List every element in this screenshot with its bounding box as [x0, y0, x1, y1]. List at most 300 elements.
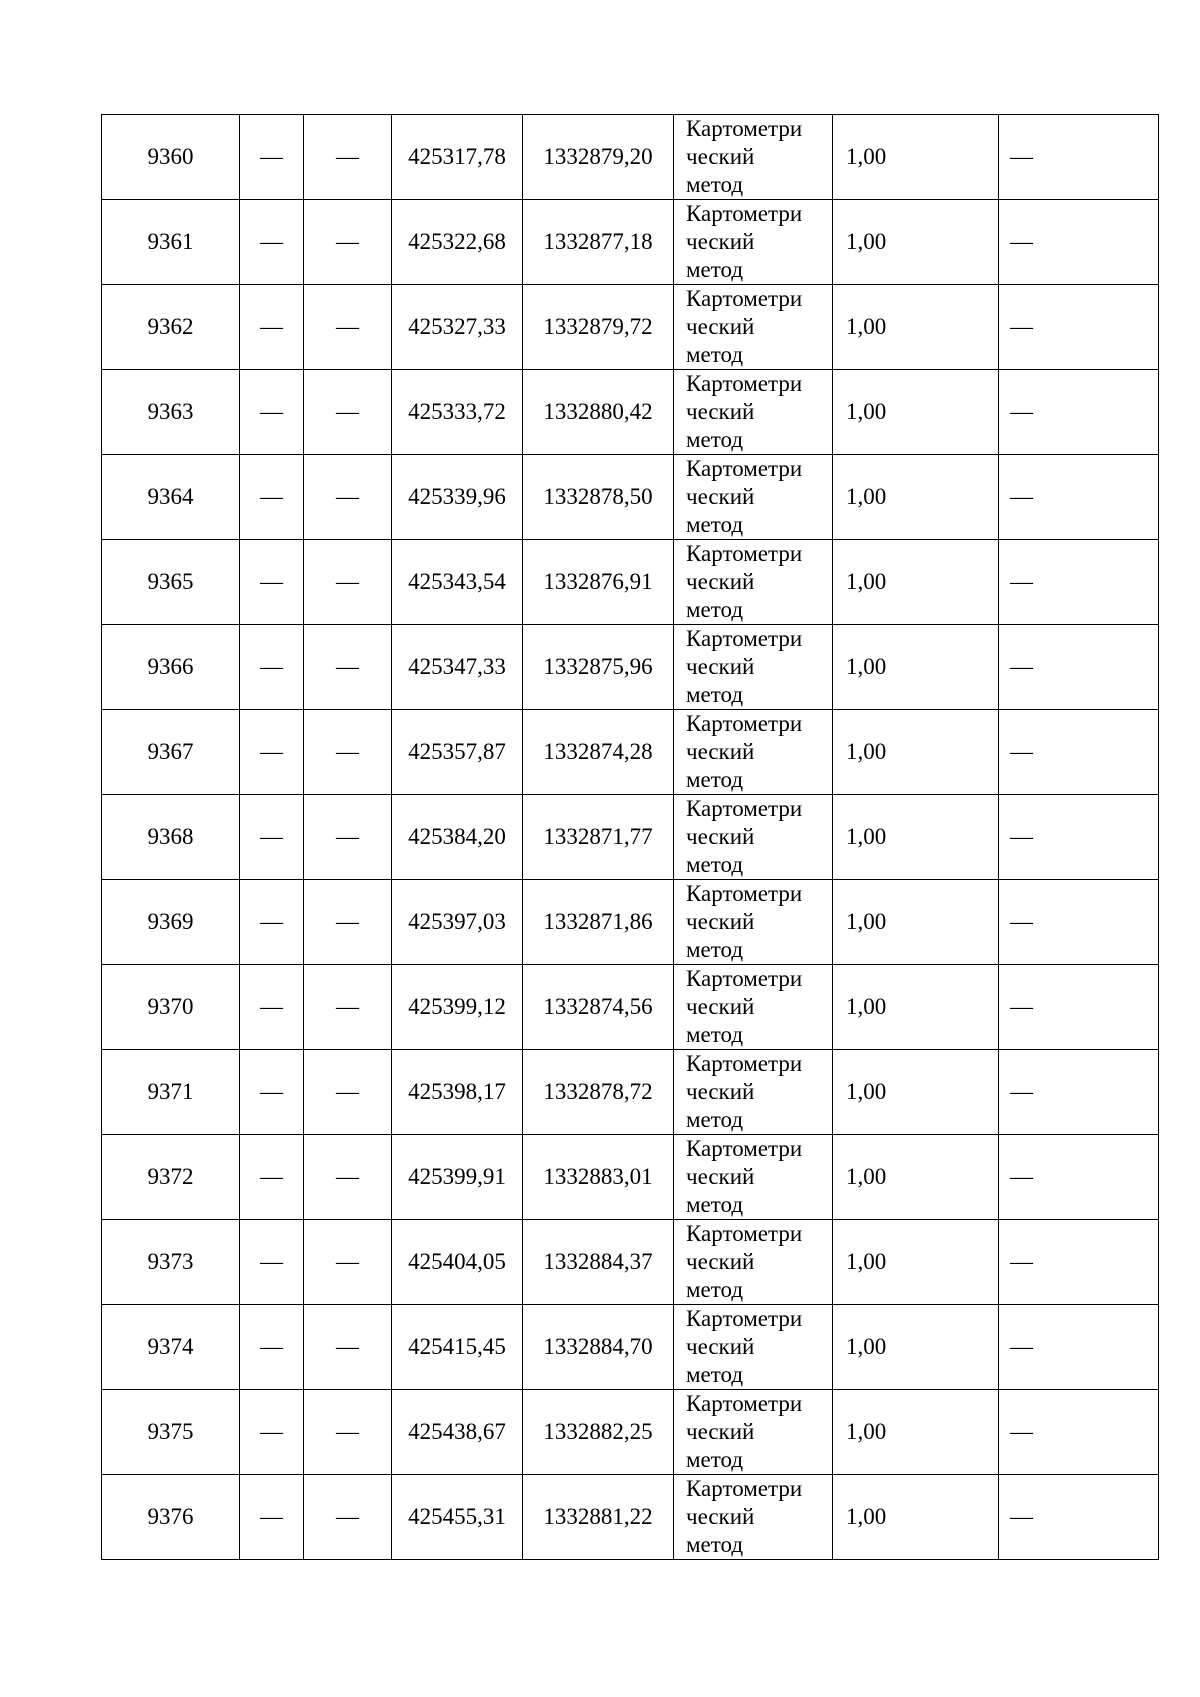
coordinate-x-cell — [392, 1135, 523, 1220]
point-number-text: 9376 — [147, 1504, 194, 1529]
point-number-text: 9363 — [147, 399, 194, 424]
method-cell — [674, 370, 833, 455]
method-cell — [674, 1305, 833, 1390]
point-number-cell — [102, 455, 240, 540]
coordinate-y-text: 1332875,96 — [543, 654, 653, 679]
table-row — [102, 880, 1159, 965]
point-number-text: 9371 — [147, 1079, 194, 1104]
empty-dash-text: — — [1010, 824, 1033, 849]
method-text-line: ческий — [686, 569, 755, 594]
empty-dash-cell — [240, 1475, 304, 1560]
accuracy-cell — [833, 115, 999, 200]
empty-dash-text: — — [1010, 1164, 1033, 1189]
accuracy-text: 1,00 — [846, 314, 887, 339]
coordinate-y-cell — [523, 115, 674, 200]
method-text-line: Картометри — [686, 711, 803, 736]
empty-dash-cell — [999, 1475, 1159, 1560]
accuracy-text: 1,00 — [846, 144, 887, 169]
point-number-text: 9366 — [147, 654, 194, 679]
point-number-cell — [102, 880, 240, 965]
empty-dash-cell — [240, 540, 304, 625]
method-text-line: метод — [686, 682, 744, 707]
accuracy-text: 1,00 — [846, 654, 887, 679]
empty-dash-cell — [240, 1050, 304, 1135]
point-number-cell — [102, 285, 240, 370]
coordinate-x-text: 425455,31 — [408, 1504, 506, 1529]
coordinate-x-text: 425333,72 — [408, 399, 506, 424]
empty-dash-cell — [304, 710, 392, 795]
empty-dash-text: — — [336, 909, 359, 934]
empty-dash-cell — [240, 1135, 304, 1220]
method-text-line: Картометри — [686, 1221, 803, 1246]
empty-dash-cell — [240, 625, 304, 710]
empty-dash-cell — [999, 285, 1159, 370]
table-row — [102, 1220, 1159, 1305]
coordinate-x-cell — [392, 795, 523, 880]
table-row — [102, 285, 1159, 370]
empty-dash-text: — — [260, 739, 283, 764]
coordinate-y-text: 1332883,01 — [543, 1164, 653, 1189]
coordinate-x-text: 425343,54 — [408, 569, 506, 594]
coordinate-y-cell — [523, 795, 674, 880]
empty-dash-text: — — [1010, 909, 1033, 934]
empty-dash-text: — — [1010, 569, 1033, 594]
coordinate-y-cell — [523, 1220, 674, 1305]
coordinate-x-cell — [392, 710, 523, 795]
empty-dash-text: — — [1010, 484, 1033, 509]
table-row — [102, 965, 1159, 1050]
empty-dash-text: — — [336, 739, 359, 764]
empty-dash-cell — [304, 1305, 392, 1390]
coordinate-x-text: 425384,20 — [408, 824, 506, 849]
accuracy-cell — [833, 1135, 999, 1220]
method-text-line: метод — [686, 1107, 744, 1132]
method-text-line: метод — [686, 852, 744, 877]
empty-dash-text: — — [336, 1079, 359, 1104]
method-cell — [674, 795, 833, 880]
accuracy-text: 1,00 — [846, 484, 887, 509]
coordinate-y-cell — [523, 965, 674, 1050]
empty-dash-cell — [304, 540, 392, 625]
empty-dash-text: — — [260, 1334, 283, 1359]
coordinate-y-text: 1332879,72 — [543, 314, 653, 339]
method-text-line: Картометри — [686, 1391, 803, 1416]
empty-dash-text: — — [260, 1504, 283, 1529]
method-cell — [674, 710, 833, 795]
coordinate-y-text: 1332879,20 — [543, 144, 653, 169]
empty-dash-cell — [240, 710, 304, 795]
method-text-line: ческий — [686, 399, 755, 424]
table-row — [102, 1475, 1159, 1560]
coordinate-x-cell — [392, 285, 523, 370]
coordinate-x-cell — [392, 625, 523, 710]
empty-dash-cell — [999, 115, 1159, 200]
method-text-line: метод — [686, 1362, 744, 1387]
empty-dash-text: — — [336, 654, 359, 679]
method-cell — [674, 540, 833, 625]
coordinate-x-text: 425399,91 — [408, 1164, 506, 1189]
method-text-line: метод — [686, 1447, 744, 1472]
empty-dash-cell — [240, 1305, 304, 1390]
coordinate-x-text: 425339,96 — [408, 484, 506, 509]
coordinate-y-text: 1332871,86 — [543, 909, 653, 934]
table-row — [102, 795, 1159, 880]
method-cell — [674, 965, 833, 1050]
coordinate-x-cell — [392, 1050, 523, 1135]
accuracy-cell — [833, 1305, 999, 1390]
method-text-line: Картометри — [686, 1476, 803, 1501]
method-text-line: ческий — [686, 1334, 755, 1359]
method-text-line: Картометри — [686, 286, 803, 311]
empty-dash-cell — [304, 625, 392, 710]
method-text-line: ческий — [686, 824, 755, 849]
point-number-cell — [102, 710, 240, 795]
empty-dash-cell — [999, 795, 1159, 880]
table-row — [102, 1135, 1159, 1220]
empty-dash-text: — — [336, 144, 359, 169]
empty-dash-cell — [304, 200, 392, 285]
accuracy-text: 1,00 — [846, 994, 887, 1019]
empty-dash-cell — [240, 115, 304, 200]
point-number-cell — [102, 795, 240, 880]
accuracy-cell — [833, 285, 999, 370]
point-number-cell — [102, 1050, 240, 1135]
method-text-line: ческий — [686, 1249, 755, 1274]
method-text-line: метод — [686, 767, 744, 792]
point-number-text: 9365 — [147, 569, 194, 594]
accuracy-text: 1,00 — [846, 739, 887, 764]
method-text-line: ческий — [686, 1419, 755, 1444]
coordinate-y-text: 1332871,77 — [543, 824, 653, 849]
point-number-cell — [102, 370, 240, 455]
coordinate-x-cell — [392, 1475, 523, 1560]
coordinate-x-text: 425357,87 — [408, 739, 506, 764]
empty-dash-cell — [999, 965, 1159, 1050]
empty-dash-text: — — [1010, 229, 1033, 254]
coordinate-x-text: 425415,45 — [408, 1334, 506, 1359]
method-cell — [674, 285, 833, 370]
method-text-line: ческий — [686, 314, 755, 339]
accuracy-cell — [833, 625, 999, 710]
point-number-text: 9367 — [147, 739, 194, 764]
empty-dash-cell — [240, 1390, 304, 1475]
method-text-line: ческий — [686, 654, 755, 679]
coordinate-y-cell — [523, 1050, 674, 1135]
point-number-cell — [102, 1475, 240, 1560]
empty-dash-cell — [240, 965, 304, 1050]
coordinate-x-cell — [392, 115, 523, 200]
empty-dash-cell — [999, 200, 1159, 285]
coordinates-table — [101, 114, 1159, 1560]
empty-dash-text: — — [336, 569, 359, 594]
empty-dash-text: — — [1010, 1079, 1033, 1104]
coordinate-y-text: 1332878,50 — [543, 484, 653, 509]
empty-dash-text: — — [1010, 1419, 1033, 1444]
empty-dash-text: — — [1010, 739, 1033, 764]
empty-dash-cell — [304, 285, 392, 370]
coordinate-y-cell — [523, 370, 674, 455]
empty-dash-cell — [999, 710, 1159, 795]
empty-dash-text: — — [260, 314, 283, 339]
empty-dash-cell — [240, 285, 304, 370]
empty-dash-cell — [999, 1390, 1159, 1475]
empty-dash-text: — — [260, 1164, 283, 1189]
method-text-line: Картометри — [686, 796, 803, 821]
empty-dash-cell — [999, 1050, 1159, 1135]
coordinate-y-text: 1332874,28 — [543, 739, 653, 764]
coordinate-y-cell — [523, 1390, 674, 1475]
method-cell — [674, 200, 833, 285]
coordinate-y-cell — [523, 540, 674, 625]
method-cell — [674, 625, 833, 710]
point-number-cell — [102, 1305, 240, 1390]
empty-dash-cell — [240, 370, 304, 455]
method-text-line: ческий — [686, 484, 755, 509]
empty-dash-cell — [999, 540, 1159, 625]
empty-dash-text: — — [336, 1249, 359, 1274]
empty-dash-text: — — [260, 399, 283, 424]
method-text-line: метод — [686, 512, 744, 537]
point-number-text: 9374 — [147, 1334, 194, 1359]
empty-dash-text: — — [336, 994, 359, 1019]
point-number-cell — [102, 625, 240, 710]
coordinate-x-text: 425347,33 — [408, 654, 506, 679]
accuracy-text: 1,00 — [846, 1334, 887, 1359]
empty-dash-cell — [240, 880, 304, 965]
method-text-line: ческий — [686, 1504, 755, 1529]
method-text-line: метод — [686, 1277, 744, 1302]
method-text-line: ческий — [686, 229, 755, 254]
point-number-cell — [102, 1135, 240, 1220]
coordinate-y-cell — [523, 200, 674, 285]
method-text-line: ческий — [686, 909, 755, 934]
method-text-line: ческий — [686, 1164, 755, 1189]
empty-dash-text: — — [336, 314, 359, 339]
method-text-line: метод — [686, 597, 744, 622]
method-text-line: метод — [686, 1532, 744, 1557]
empty-dash-cell — [304, 1475, 392, 1560]
coordinate-x-cell — [392, 370, 523, 455]
table-body — [102, 115, 1159, 1560]
coordinate-x-cell — [392, 455, 523, 540]
accuracy-text: 1,00 — [846, 399, 887, 424]
method-text-line: метод — [686, 1022, 744, 1047]
method-text-line: метод — [686, 937, 744, 962]
empty-dash-text: — — [1010, 314, 1033, 339]
table-row — [102, 710, 1159, 795]
method-cell — [674, 115, 833, 200]
accuracy-text: 1,00 — [846, 1249, 887, 1274]
method-text-line: Картометри — [686, 456, 803, 481]
table-row — [102, 1305, 1159, 1390]
coordinate-x-text: 425438,67 — [408, 1419, 506, 1444]
empty-dash-cell — [304, 795, 392, 880]
empty-dash-cell — [999, 1135, 1159, 1220]
coordinate-x-cell — [392, 1220, 523, 1305]
empty-dash-text: — — [336, 824, 359, 849]
empty-dash-text: — — [260, 654, 283, 679]
empty-dash-text: — — [336, 1164, 359, 1189]
accuracy-cell — [833, 1050, 999, 1135]
method-text-line: Картометри — [686, 371, 803, 396]
empty-dash-text: — — [336, 229, 359, 254]
point-number-text: 9375 — [147, 1419, 194, 1444]
empty-dash-cell — [304, 1390, 392, 1475]
coordinate-y-text: 1332878,72 — [543, 1079, 653, 1104]
accuracy-text: 1,00 — [846, 1419, 887, 1444]
accuracy-cell — [833, 200, 999, 285]
coordinate-x-cell — [392, 200, 523, 285]
method-text-line: метод — [686, 1192, 744, 1217]
empty-dash-text: — — [1010, 1334, 1033, 1359]
empty-dash-text: — — [260, 484, 283, 509]
accuracy-cell — [833, 880, 999, 965]
empty-dash-text: — — [1010, 399, 1033, 424]
method-text-line: метод — [686, 172, 744, 197]
empty-dash-cell — [304, 115, 392, 200]
coordinate-y-text: 1332884,37 — [543, 1249, 653, 1274]
empty-dash-cell — [240, 1220, 304, 1305]
empty-dash-text: — — [260, 909, 283, 934]
empty-dash-text: — — [1010, 1249, 1033, 1274]
coordinate-y-cell — [523, 625, 674, 710]
table-row — [102, 115, 1159, 200]
empty-dash-cell — [240, 795, 304, 880]
accuracy-cell — [833, 1475, 999, 1560]
method-cell — [674, 1220, 833, 1305]
method-text-line: Картометри — [686, 201, 803, 226]
empty-dash-cell — [999, 1305, 1159, 1390]
method-text-line: метод — [686, 427, 744, 452]
coordinate-y-cell — [523, 880, 674, 965]
coordinate-x-text: 425399,12 — [408, 994, 506, 1019]
empty-dash-text: — — [1010, 144, 1033, 169]
table-row — [102, 540, 1159, 625]
coordinate-y-text: 1332874,56 — [543, 994, 653, 1019]
accuracy-cell — [833, 1390, 999, 1475]
method-cell — [674, 880, 833, 965]
accuracy-text: 1,00 — [846, 569, 887, 594]
coordinate-x-cell — [392, 965, 523, 1050]
empty-dash-text: — — [1010, 994, 1033, 1019]
coordinate-x-text: 425322,68 — [408, 229, 506, 254]
coordinate-x-cell — [392, 1305, 523, 1390]
coordinate-x-cell — [392, 1390, 523, 1475]
point-number-cell — [102, 540, 240, 625]
method-text-line: Картометри — [686, 541, 803, 566]
empty-dash-text: — — [336, 484, 359, 509]
method-text-line: ческий — [686, 994, 755, 1019]
method-text-line: Картометри — [686, 626, 803, 651]
coordinate-y-text: 1332877,18 — [543, 229, 653, 254]
empty-dash-text: — — [336, 1419, 359, 1444]
empty-dash-cell — [999, 455, 1159, 540]
empty-dash-cell — [240, 455, 304, 540]
method-cell — [674, 1135, 833, 1220]
accuracy-text: 1,00 — [846, 229, 887, 254]
empty-dash-cell — [304, 455, 392, 540]
empty-dash-text: — — [260, 1079, 283, 1104]
empty-dash-cell — [304, 1220, 392, 1305]
point-number-cell — [102, 1390, 240, 1475]
coordinate-y-cell — [523, 1305, 674, 1390]
point-number-text: 9361 — [147, 229, 194, 254]
accuracy-text: 1,00 — [846, 1079, 887, 1104]
accuracy-cell — [833, 370, 999, 455]
empty-dash-cell — [304, 880, 392, 965]
point-number-text: 9360 — [147, 144, 194, 169]
accuracy-cell — [833, 965, 999, 1050]
table-row — [102, 200, 1159, 285]
table-row — [102, 625, 1159, 710]
empty-dash-cell — [999, 625, 1159, 710]
point-number-cell — [102, 115, 240, 200]
accuracy-cell — [833, 1220, 999, 1305]
coordinate-y-text: 1332882,25 — [543, 1419, 653, 1444]
coordinate-x-text: 425398,17 — [408, 1079, 506, 1104]
empty-dash-text: — — [1010, 1504, 1033, 1529]
coordinate-x-text: 425404,05 — [408, 1249, 506, 1274]
point-number-text: 9372 — [147, 1164, 194, 1189]
point-number-text: 9370 — [147, 994, 194, 1019]
coordinate-x-text: 425397,03 — [408, 909, 506, 934]
empty-dash-cell — [304, 1135, 392, 1220]
empty-dash-cell — [999, 880, 1159, 965]
coordinate-y-text: 1332884,70 — [543, 1334, 653, 1359]
accuracy-text: 1,00 — [846, 1504, 887, 1529]
empty-dash-cell — [240, 200, 304, 285]
method-text-line: Картометри — [686, 1306, 803, 1331]
method-cell — [674, 455, 833, 540]
coordinate-y-text: 1332880,42 — [543, 399, 653, 424]
document-page — [101, 114, 1158, 1560]
empty-dash-text: — — [260, 144, 283, 169]
table-row — [102, 1050, 1159, 1135]
method-text-line: метод — [686, 342, 744, 367]
method-text-line: ческий — [686, 1079, 755, 1104]
accuracy-text: 1,00 — [846, 909, 887, 934]
empty-dash-text: — — [260, 824, 283, 849]
point-number-text: 9362 — [147, 314, 194, 339]
coordinate-x-text: 425327,33 — [408, 314, 506, 339]
method-text-line: Картометри — [686, 881, 803, 906]
table-row — [102, 455, 1159, 540]
method-text-line: Картометри — [686, 966, 803, 991]
method-cell — [674, 1475, 833, 1560]
accuracy-cell — [833, 710, 999, 795]
empty-dash-cell — [304, 370, 392, 455]
coordinate-y-text: 1332876,91 — [543, 569, 653, 594]
empty-dash-cell — [999, 370, 1159, 455]
coordinate-x-cell — [392, 540, 523, 625]
coordinate-y-cell — [523, 1475, 674, 1560]
table-row — [102, 370, 1159, 455]
point-number-cell — [102, 965, 240, 1050]
empty-dash-text: — — [260, 1419, 283, 1444]
coordinate-y-cell — [523, 710, 674, 795]
empty-dash-text: — — [1010, 654, 1033, 679]
method-text-line: метод — [686, 257, 744, 282]
method-text-line: Картометри — [686, 1136, 803, 1161]
method-text-line: Картометри — [686, 116, 803, 141]
empty-dash-cell — [304, 1050, 392, 1135]
method-cell — [674, 1050, 833, 1135]
point-number-text: 9364 — [147, 484, 194, 509]
point-number-text: 9368 — [147, 824, 194, 849]
empty-dash-text: — — [260, 994, 283, 1019]
empty-dash-cell — [999, 1220, 1159, 1305]
empty-dash-text: — — [336, 1334, 359, 1359]
